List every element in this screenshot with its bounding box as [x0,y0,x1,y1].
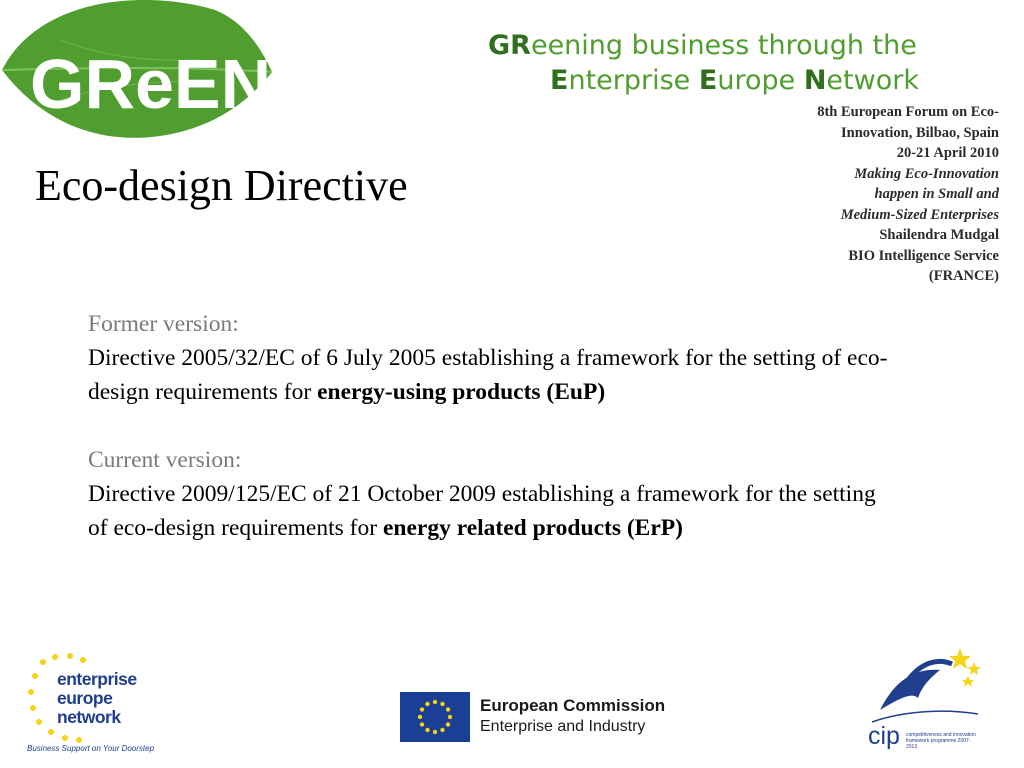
forum-theme: Medium-Sized Enterprises [840,206,999,223]
presenter-name: Shailendra Mudgal [879,227,999,243]
forum-line: Innovation, Bilbao, Spain [841,124,999,141]
current-version-bold: energy related products (ErP) [382,515,683,541]
runner-icon [860,640,990,730]
cip-subtitle: competitiveness and innovation framework programme 2007-2013 [906,732,976,750]
forum-line: 8th European Forum on Eco- [817,104,999,120]
een-logo [25,652,155,757]
slide-title: Eco-design Directive [35,161,408,210]
header-tagline [488,28,1008,98]
een-slogan: Business Support on Your Doorstep [27,744,155,753]
current-version-text: Directive 2009/125/EC of 21 October 2009 establishing a framework for the setting of eco-design requirements for energy related products (ErP) [88,481,876,541]
forum-theme: Making Eco-Innovation [854,165,999,182]
forum-info [759,102,999,287]
slide-body [88,307,908,545]
ec-name: European Commission [480,696,666,715]
cip-logo [860,640,990,760]
cip-wordmark: cip [868,722,900,750]
presenter-country: (FRANCE) [928,268,999,284]
ec-directorate: Enterprise and Industry [480,718,646,735]
forum-theme: happen in Small and [874,186,999,202]
forum-date: 20-21 April 2010 [896,145,999,161]
leaf-icon [0,0,275,140]
former-version-label: Former version: [88,311,239,337]
green-wordmark: GReEN [30,45,272,123]
presenter-org: BIO Intelligence Service [848,247,999,264]
green-logo [0,0,275,140]
tagline-line-2: Enterprise Europe Network [550,65,919,96]
een-wordmark: enterprise europe network [57,669,137,727]
former-version-bold: energy-using products (EuP) [317,379,606,405]
tagline-line-1: GReening business through the [488,30,917,61]
current-version-label: Current version: [88,447,242,473]
european-commission-logo [400,692,680,748]
eu-flag-icon [400,692,470,742]
former-version-text: Directive 2005/32/EC of 6 July 2005 establishing a framework for the setting of eco-design requirements for energy-using products (EuP) [88,345,888,405]
